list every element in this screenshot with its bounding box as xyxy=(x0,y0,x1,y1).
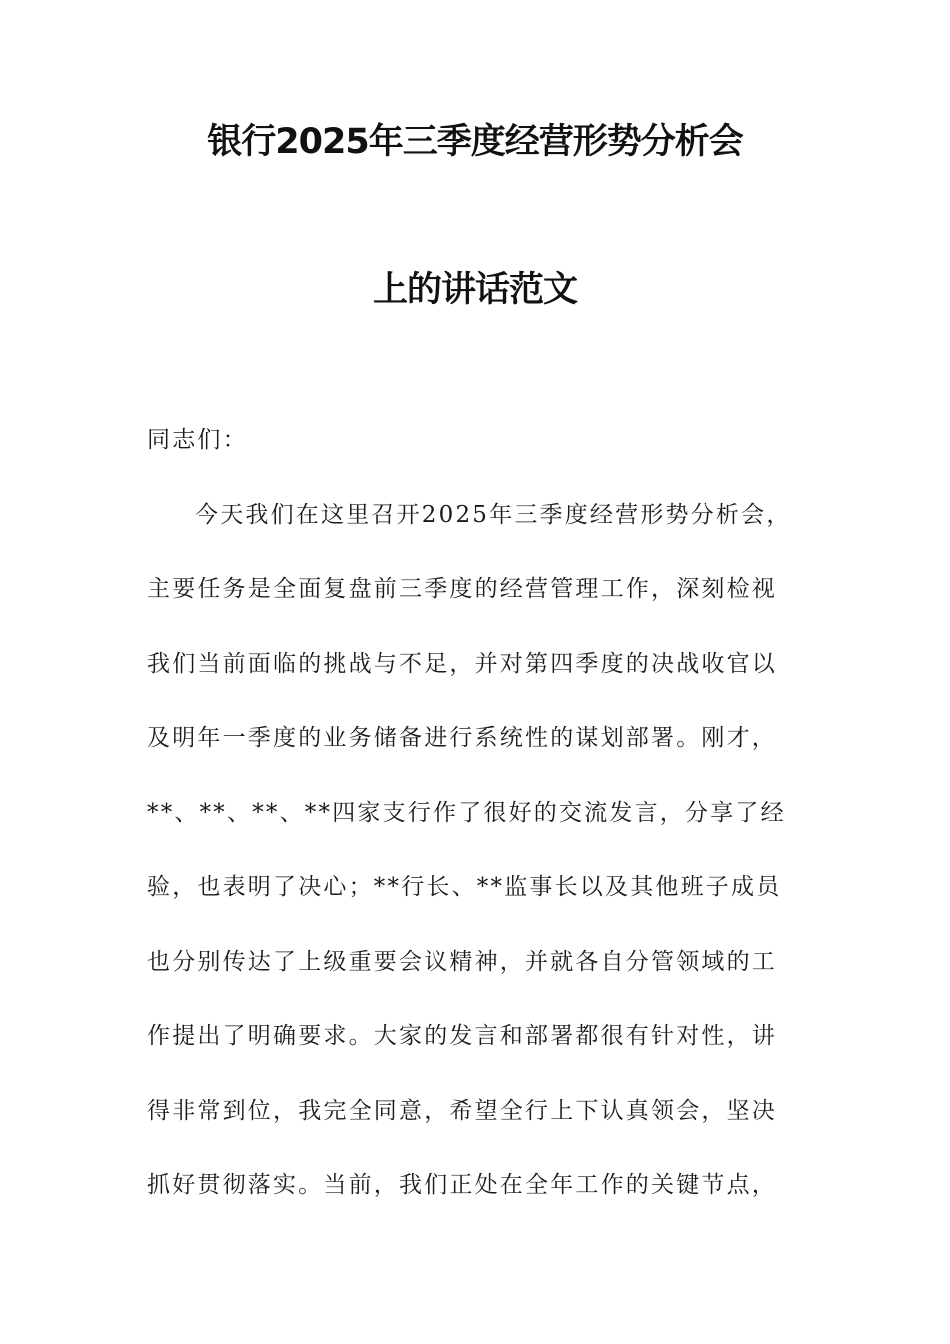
document-title-line-1: 银行2025年三季度经营形势分析会 xyxy=(207,122,743,162)
paragraph-line: 主要任务是全面复盘前三季度的经营管理工作，深刻检视 xyxy=(147,576,777,602)
paragraph-line: 得非常到位，我完全同意，希望全行上下认真领会，坚决 xyxy=(147,1097,777,1124)
paragraph-line: **、**、**、**四家支行作了很好的交流发言，分享了经 xyxy=(147,799,786,826)
paragraph-line: 及明年一季度的业务储备进行系统性的谋划部署。刚才， xyxy=(147,725,777,751)
document-title-line-2: 上的讲话范文 xyxy=(372,270,577,310)
paragraph-line: 我们当前面临的挑战与不足，并对第四季度的决战收官以 xyxy=(147,650,777,677)
paragraph-line: 抓好贯彻落实。当前，我们正处在全年工作的关键节点， xyxy=(147,1172,777,1198)
paragraph-line: 也分别传达了上级重要会议精神，并就各自分管领域的工 xyxy=(147,948,777,975)
salutation: 同志们： xyxy=(147,427,248,453)
paragraph-line: 今天我们在这里召开2025年三季度经营形势分析会， xyxy=(195,501,792,528)
document-body xyxy=(147,420,807,1240)
paragraph-line: 作提出了明确要求。大家的发言和部署都很有针对性，讲 xyxy=(147,1023,777,1049)
paragraph-line: 验，也表明了决心；**行长、**监事长以及其他班子成员 xyxy=(147,874,782,900)
